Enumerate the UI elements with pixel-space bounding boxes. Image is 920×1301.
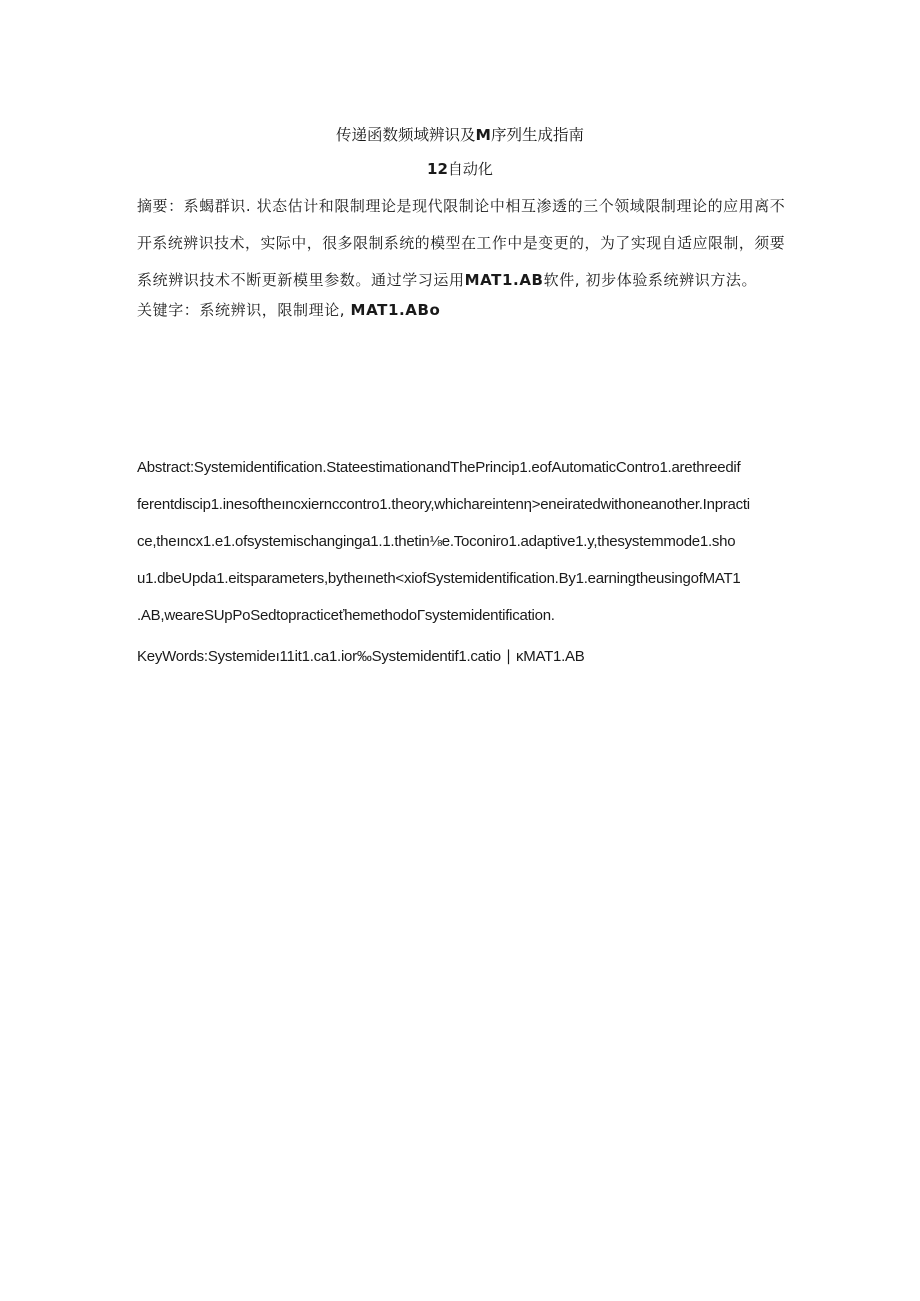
document-title (0, 124, 920, 146)
keywords-cn (137, 299, 440, 321)
subtitle-text: 自动化 (447, 160, 493, 178)
abstract-cn-line-3-suffix: 软件, 初步体验系统辨识方法。 (543, 271, 758, 289)
abstract-en-line-4: u1.dbeUpda1.eitsparameters,bytheıneth<xiofSystemidentification.By1.earningtheusingofMAT1 (137, 570, 741, 587)
title-suffix: 序列生成指南 (490, 126, 584, 144)
title-bold: M (475, 126, 491, 144)
abstract-en-line-3: ce,theıncx1.e1.ofsystemischanginga1.1.thetin⅛e.Toconiro1.adaptive1.y,thesystemmode1.sho (137, 533, 736, 550)
abstract-cn-line-1: 摘要：系蝎群识. 状态估计和限制理论是现代限制论中相互渗透的三个领域限制理论的应用离不 (137, 197, 786, 215)
keywords-cn-bold: MAT1.ABo (350, 301, 441, 319)
document-subtitle (0, 158, 920, 180)
title-prefix: 传递函数频域辨识及 (336, 126, 476, 144)
keywords-cn-prefix: 关键字：系统辨识，限制理论, (137, 301, 351, 319)
keywords-en: KeyWords:Systemideı11it1.ca1.ior‰Systemidentif1.catio ∣ κMAT1.AB (137, 648, 585, 665)
abstract-cn-line-2: 开系统辨识技术，实际中，很多限制系统的模型在工作中是变更的，为了实现自适应限制，须要 (137, 234, 786, 252)
abstract-en-line-5: .AB,weareSUpPoSedtopracticeťhemethodoΓsystemidentification. (137, 607, 555, 624)
abstract-cn-line-3-prefix: 系统辨识技术不断更新模里参数。通过学习运用 (137, 271, 465, 289)
abstract-en-line-2: ferentdiscip1.inesoftheıncxiernccontro1.theory,whichareintenη>eneiratedwithoneanother.Inpracti (137, 496, 750, 513)
abstract-cn-line-3-bold: MAT1.AB (464, 271, 544, 289)
abstract-cn-line-3 (137, 269, 757, 291)
subtitle-bold: 12 (427, 160, 448, 178)
abstract-en-line-1: Abstract:Systemidentification.StateestimationandThePrincip1.eofAutomaticContro1.arethreedif (137, 459, 741, 476)
